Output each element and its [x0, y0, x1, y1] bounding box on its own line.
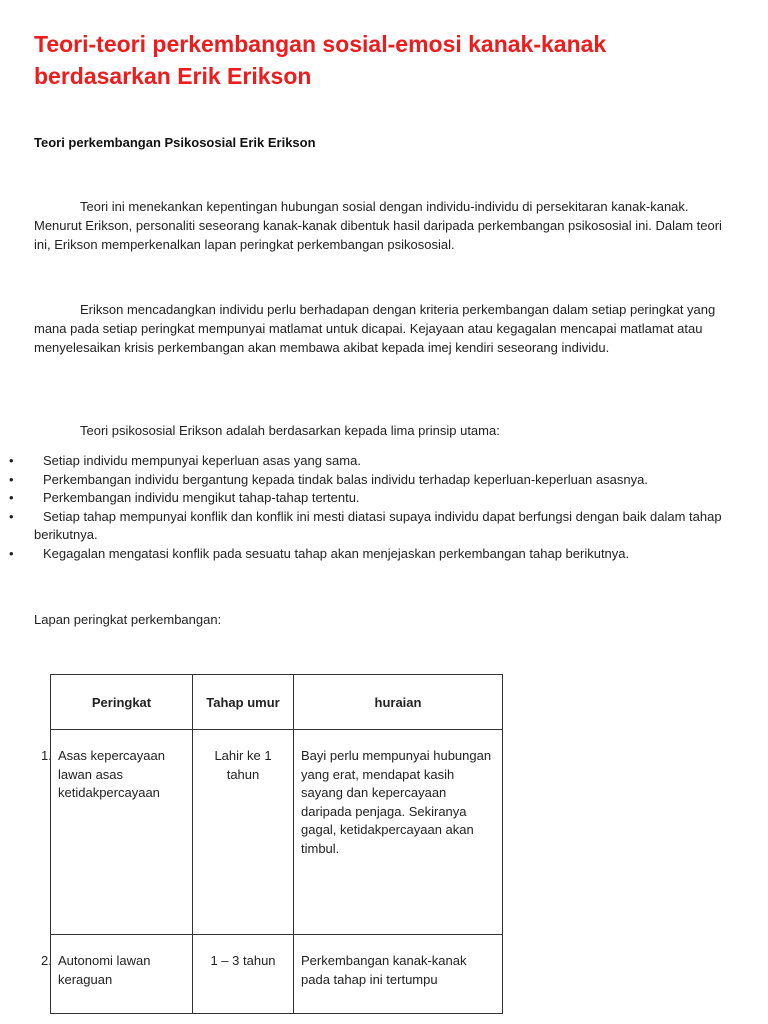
stage-cell	[41, 730, 193, 935]
bullet-icon: •	[9, 490, 14, 505]
age-cell: Lahir ke 1 tahun	[193, 730, 294, 935]
table-header-row	[51, 675, 503, 730]
header-peringkat: Peringkat	[51, 675, 193, 730]
description-cell: Bayi perlu mempunyai hubungan yang erat, mendapat kasih sayang dan kepercayaan daripada penjaga. Sekiranya gagal, ketidakpercayaan akan timbul.	[294, 730, 503, 935]
paragraph-criteria-text: Erikson mencadangkan individu perlu berhadapan dengan kriteria perkembangan dalam setiap peringkat yang mana pada setiap peringkat mempunyai matlamat untuk dicapai. Kejayaan atau kegagalan mencapai matlamat atau menyelesaikan krisis perkembangan akan membawa akibat kepada imej kendiri seseorang individu.	[34, 302, 716, 355]
age-cell: 1 – 3 tahun	[193, 935, 294, 1014]
bullet-icon: •	[9, 545, 14, 561]
header-huraian: huraian	[294, 675, 503, 730]
list-item-text: Setiap individu mempunyai keperluan asas yang sama.	[43, 453, 361, 468]
stage-name: Autonomi lawan keraguan	[58, 953, 151, 987]
section-subtitle: Teori perkembangan Psikososial Erik Erikson	[34, 135, 316, 150]
stages-table	[41, 674, 503, 1014]
paragraph-principles-intro	[34, 421, 734, 440]
principles-list	[0, 452, 740, 563]
list-item-text: Perkembangan individu bergantung kepada tindak balas individu terhadap keperluan-keperluan asasnya.	[43, 471, 648, 487]
list-item	[0, 508, 740, 545]
list-item-text: Kegagalan mengatasi konflik pada sesuatu tahap akan menjejaskan perkembangan tahap berikutnya.	[43, 545, 630, 561]
list-item-text: Perkembangan individu mengikut tahap-tahap tertentu.	[43, 490, 360, 505]
stage-cell	[41, 935, 193, 1014]
paragraph-criteria	[34, 300, 734, 357]
list-item-text: Setiap tahap mempunyai konflik dan konflik ini mesti diatasi supaya individu dapat berfungsi dengan baik dalam tahap berikutnya.	[34, 508, 722, 542]
list-item	[0, 545, 740, 564]
bullet-icon: •	[9, 453, 14, 468]
list-item	[0, 452, 740, 471]
bullet-icon: •	[9, 471, 14, 487]
table-row	[51, 730, 503, 935]
paragraph-intro	[34, 197, 734, 254]
paragraph-intro-text: Teori ini menekankan kepentingan hubungan sosial dengan individu-individu di persekitaran kanak-kanak. Menurut Erikson, personaliti seseorang kanak-kanak dibentuk hasil daripada perkembangan psikososial ini. Dalam teori ini, Erikson memperkenalkan lapan peringkat perkembangan psikososial.	[34, 199, 722, 252]
stages-intro: Lapan peringkat perkembangan:	[34, 612, 222, 627]
table-row	[51, 935, 503, 1014]
stage-number: 2.	[41, 953, 52, 968]
list-item	[0, 489, 740, 508]
list-item	[0, 471, 740, 490]
document-title: Teori-teori perkembangan sosial-emosi kanak-kanak berdasarkan Erik Erikson	[34, 31, 607, 89]
paragraph-principles-intro-text: Teori psikososial Erikson adalah berdasarkan kepada lima prinsip utama:	[80, 423, 500, 438]
header-tahap-umur: Tahap umur	[193, 675, 294, 730]
stage-number: 1.	[41, 748, 52, 763]
stage-name: Asas kepercayaan lawan asas ketidakpercayaan	[58, 748, 165, 800]
bullet-icon: •	[9, 508, 14, 524]
description-cell: Perkembangan kanak-kanak pada tahap ini tertumpu	[294, 935, 503, 1014]
